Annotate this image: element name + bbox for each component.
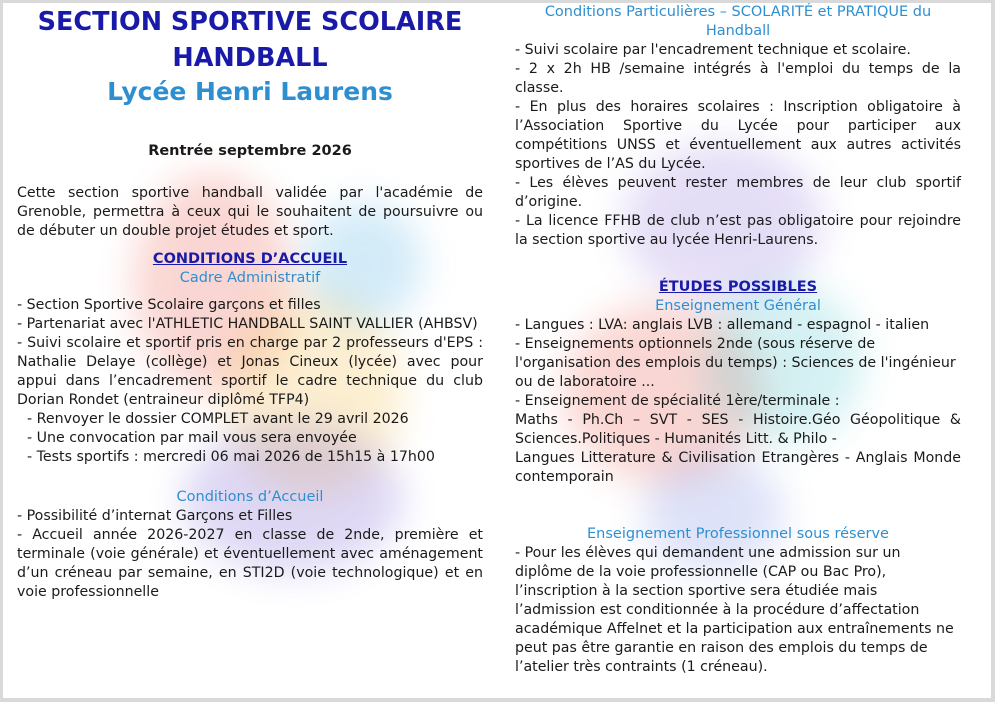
list-item: - Possibilité d’internat Garçons et Filles <box>17 508 293 524</box>
left-column <box>17 3 483 602</box>
list-item: - Suivi scolaire par l'encadrement technique et scolaire. <box>515 42 911 58</box>
enseignement-professionnel-heading: Enseignement Professionnel sous réserve <box>587 526 889 542</box>
page-title-line1: SECTION SPORTIVE SCOLAIRE <box>37 7 463 37</box>
list-item: - Les élèves peuvent rester membres de leur club sportif d’origine. <box>515 175 961 210</box>
list-item: Maths - Ph.Ch – SVT - SES - Histoire.Géo Géopolitique & Sciences.Politiques - Humanités Litt. & Philo - <box>515 412 961 447</box>
list-item: - Une convocation par mail vous sera envoyée <box>27 430 357 446</box>
pro-list <box>515 544 961 677</box>
school-name: Lycée Henri Laurens <box>107 77 393 106</box>
list-item: - La licence FFHB de club n’est pas obligatoire pour rejoindre la section sportive au lycée Henri-Laurens. <box>515 213 961 248</box>
enseignement-general-heading: Enseignement Général <box>655 298 821 314</box>
document-page <box>3 3 991 698</box>
list-item: - Enseignements optionnels 2nde (sous réserve de l'organisation des emplois du temps) : Sciences de l'ingénieur ou de laboratoire ... <box>515 336 956 390</box>
conditions-accueil-heading: Conditions d’Accueil <box>176 489 324 505</box>
list-item: - Pour les élèves qui demandent une admission sur un diplôme de la voie professionnelle (CAP ou Bac Pro), l’inscription à la section sportive sera étudiée mais l’admission est conditionnée à la procédure d’affectation académique Affelnet et la participation aux entraînements ne peut pas être garantie en raison des emplois du temps de l’atelier très contraints (1 créneau). <box>515 545 954 675</box>
cadre-administratif-heading: Cadre Administratif <box>179 270 321 286</box>
list-item: - Langues : LVA: anglais LVB : allemand - espagnol - italien <box>515 317 930 333</box>
list-item: - Tests sportifs : mercredi 06 mai 2026 de 15h15 à 17h00 <box>27 449 435 465</box>
list-item: - Accueil année 2026-2027 en classe de 2nde, première et terminale (voie générale) et éventuellement avec aménagement d’un créneau par semaine, en STI2D (voie technologique) et en voie professionnelle <box>17 527 483 600</box>
list-item: - Enseignement de spécialité 1ère/terminale : <box>515 393 840 409</box>
page-title-line2: HANDBALL <box>172 43 328 73</box>
list-item: - En plus des horaires scolaires : Inscription obligatoire à l’Association Sportive du Lycée pour participer aux compétitions UNSS et éventuellement aux autres activités sportives de l’AS du Lycée. <box>515 99 961 172</box>
general-list <box>515 316 961 487</box>
list-item: - 2 x 2h HB /semaine intégrés à l'emploi du temps de la classe. <box>515 61 961 96</box>
intro-paragraph: Cette section sportive handball validée par l'académie de Grenoble, permettra à ceux qui le souhaitent de poursuivre ou de débuter un double projet études et sport. <box>17 185 483 239</box>
list-item: - Section Sportive Scolaire garçons et filles <box>17 297 321 313</box>
etudes-possibles-heading: ÉTUDES POSSIBLES <box>658 279 818 295</box>
right-column <box>515 3 961 677</box>
list-item: Langues Litterature & Civilisation Etrangères - Anglais Monde contemporain <box>515 450 961 485</box>
list-item: - Renvoyer le dossier COMPLET avant le 29 avril 2026 <box>27 411 409 427</box>
rentree-date: Rentrée septembre 2026 <box>148 143 352 159</box>
cadre-list <box>17 296 483 467</box>
list-item: - Suivi scolaire et sportif pris en charge par 2 professeurs d'EPS : Nathalie Delaye (collège) et Jonas Cineux (lycée) avec pour appui dans l’encadrement sportif le cadre technique du club Dorian Rondet (entraineur diplômé TFP4) <box>17 335 483 408</box>
particulieres-list <box>515 41 961 250</box>
list-item: - Partenariat avec l'ATHLETIC HANDBALL SAINT VALLIER (AHBSV) <box>17 316 478 332</box>
conditions-heading: CONDITIONS D’ACCUEIL <box>152 251 348 267</box>
accueil-list <box>17 507 483 602</box>
conditions-particulieres-heading: Conditions Particulières – SCOLARITÉ et PRATIQUE du Handball <box>544 4 932 39</box>
